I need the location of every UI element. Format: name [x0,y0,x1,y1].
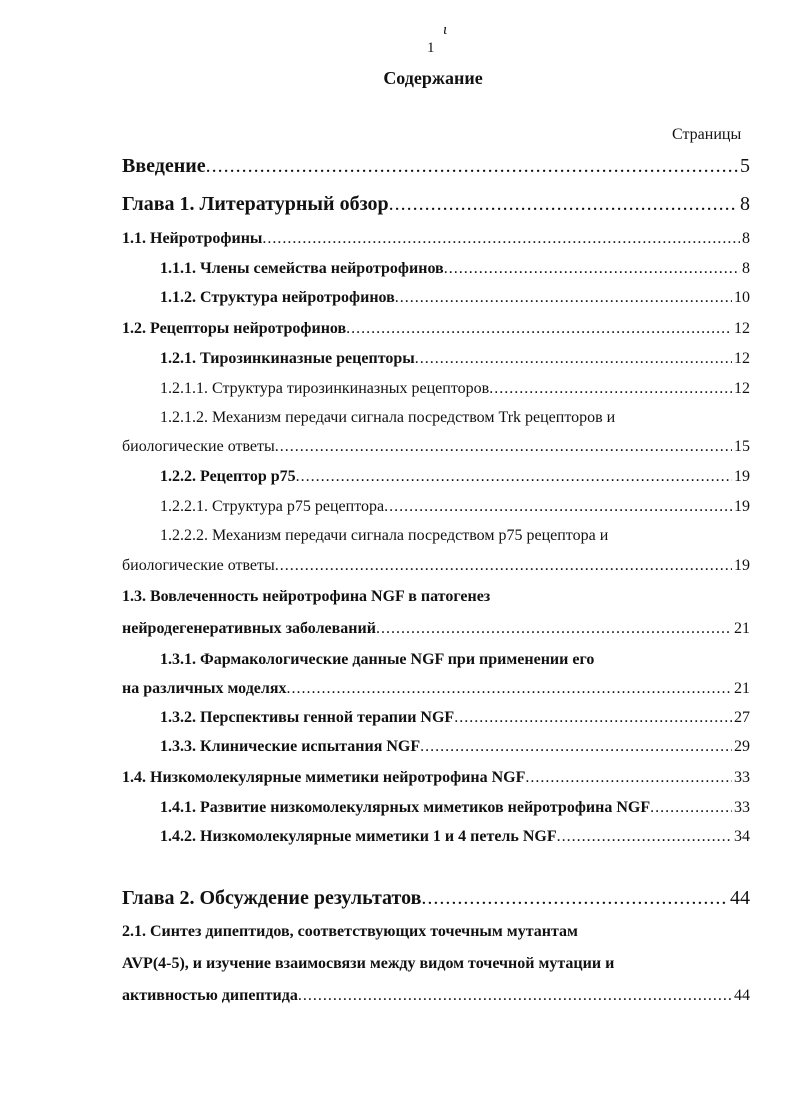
toc-page: 19 [734,557,750,574]
toc-page: 12 [734,320,750,337]
toc-page: 21 [734,680,750,697]
toc-entry-1-2-1-2 [122,438,750,456]
toc-page: 10 [734,289,750,306]
toc-entry-1-2-2-1 [160,498,750,516]
toc-label: 1.2. Рецепторы нейротрофинов [122,320,347,337]
toc-entry-chapter-1 [122,193,750,216]
toc-label: 1.3.2. Перспективы генной терапии NGF [160,709,455,726]
toc-entry-2-1-line2: AVP(4-5), и изучение взаимосвязи между видом точечной мутации и [122,955,615,972]
toc-entry-1-3 [122,620,750,638]
toc-entry-1-3-3 [160,738,750,756]
toc-page: 8 [742,260,750,277]
toc-page: 33 [734,769,750,786]
toc-entry-1-2-1-1 [160,380,750,398]
toc-label: Введение [122,155,206,177]
toc-page: 44 [730,887,750,909]
toc-page: 33 [734,799,750,816]
toc-entry-1-1-1 [160,260,750,278]
pages-column-label: Страницы [672,126,742,143]
toc-page: 44 [734,987,750,1004]
toc-label: 1.3.3. Клинические испытания NGF [160,738,421,755]
page-title: Содержание [383,68,483,88]
toc-label: биологические ответы [122,557,275,574]
toc-entry-1-1 [122,230,750,248]
toc-entry-1-3-1 [122,680,750,698]
toc-entry-1-2-1-2-line1: 1.2.1.2. Механизм передачи сигнала посредством Trk рецепторов и [160,409,616,426]
toc-entry-1-4-2 [160,828,750,846]
toc-page: 19 [734,468,750,485]
toc-entry-chapter-2 [122,887,750,910]
toc-page: 27 [734,709,750,726]
toc-entry-2-1-line1: 2.1. Синтез дипептидов, соответствующих точечным мутантам [122,923,578,940]
toc-entry-1-3-line1: 1.3. Вовлеченность нейротрофина NGF в патогенез [122,588,491,605]
toc-entry-1-2-1 [160,350,750,368]
toc-label: 1.2.2. Рецептор р75 [160,468,296,485]
toc-entry-1-1-2 [160,289,750,307]
handwritten-mark: ι [443,22,448,38]
toc-label: 1.1.2. Структура нейротрофинов [160,289,395,306]
toc-label: на различных моделях [122,680,287,697]
toc-entry-1-2 [122,320,750,338]
toc-label: биологические ответы [122,438,275,455]
toc-entry-1-2-2-2 [122,557,750,575]
toc-page: 12 [734,380,750,397]
toc-label: 1.1.1. Члены семейства нейротрофинов [160,260,444,277]
toc-page: 8 [742,230,750,247]
toc-label: 1.4. Низкомолекулярные миметики нейротрофина NGF [122,769,526,786]
toc-entry-2-1 [122,987,750,1005]
toc-page: 8 [740,193,750,215]
toc-label: 1.2.2.1. Структура р75 рецептора [160,498,385,515]
toc-page: 15 [734,438,750,455]
toc-label: 1.2.1. Тирозинкиназные рецепторы [160,350,415,367]
toc-label: Глава 1. Литературный обзор [122,193,389,215]
toc-entry-intro [122,155,750,178]
page-number: 1 [427,40,435,56]
toc-page: 12 [734,350,750,367]
toc-label: Глава 2. Обсуждение результатов [122,887,422,909]
toc-label: активностью дипептида [122,987,298,1004]
toc-entry-1-4-1 [160,799,750,817]
toc-label: нейродегенеративных заболеваний [122,620,376,637]
toc-page: 34 [734,828,750,845]
toc-entry-1-2-2 [160,468,750,486]
toc-entry-1-3-1-line1: 1.3.1. Фармакологические данные NGF при применении его [160,651,595,668]
toc-page: 5 [740,155,750,177]
toc-label: 1.4.2. Низкомолекулярные миметики 1 и 4 петель NGF [160,828,557,845]
toc-page: 29 [734,738,750,755]
toc-page: 19 [734,498,750,515]
toc-label: 1.4.1. Развитие низкомолекулярных миметиков нейротрофина NGF [160,799,651,816]
toc-label: 1.2.1.1. Структура тирозинкиназных рецепторов [160,380,490,397]
toc-entry-1-2-2-2-line1: 1.2.2.2. Механизм передачи сигнала посредством р75 рецептора и [160,527,609,544]
toc-entry-1-3-2 [160,709,750,727]
toc-entry-1-4 [122,769,750,787]
toc-page: 21 [734,620,750,637]
toc-label: 1.1. Нейротрофины [122,230,263,247]
